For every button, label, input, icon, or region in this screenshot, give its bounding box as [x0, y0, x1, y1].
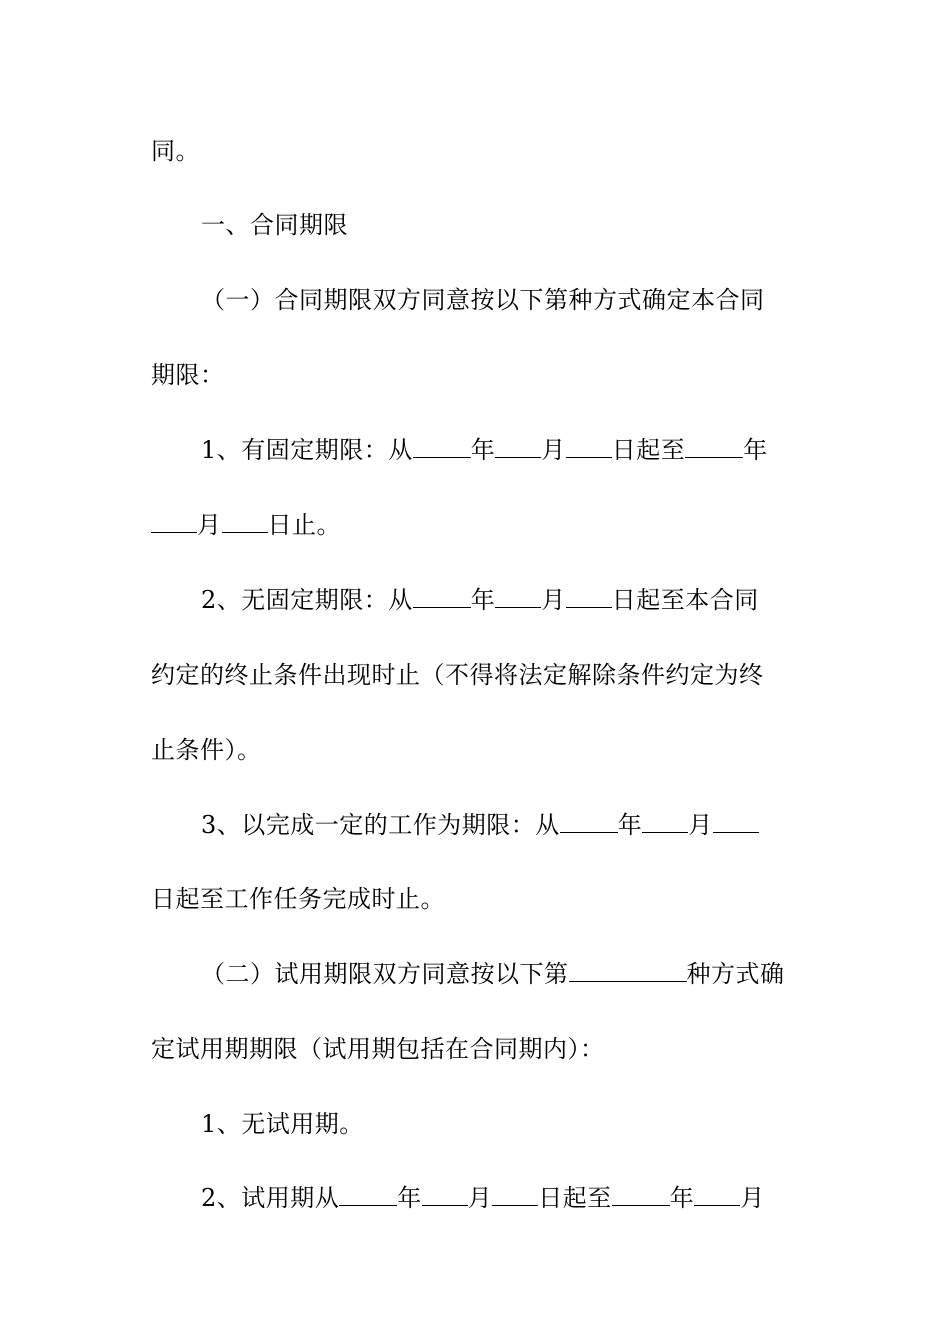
heading-text: 一、合同期限 — [201, 211, 348, 239]
line-text: 年 — [617, 811, 643, 839]
line-text: （二）试用期限双方同意按以下第 — [201, 960, 569, 988]
text-line-task-term — [201, 810, 759, 840]
line-text: 月 — [541, 586, 566, 614]
blank-field[interactable] — [492, 1183, 538, 1206]
text-line — [151, 360, 225, 390]
section-heading — [201, 210, 348, 240]
blank-field[interactable] — [339, 1183, 397, 1206]
line-text: 定试用期期限（试用期包括在合同期内）： — [151, 1035, 605, 1063]
blank-field[interactable] — [413, 585, 471, 608]
line-text: 月 — [197, 511, 222, 539]
blank-field[interactable] — [612, 1183, 670, 1206]
line-text: 1、有固定期限：从 — [201, 436, 413, 464]
blank-field[interactable] — [495, 435, 541, 458]
blank-field[interactable] — [566, 585, 612, 608]
text-line — [151, 660, 764, 690]
line-text: 约定的终止条件出现时止（不得将法定解除条件约定为终 — [151, 661, 764, 689]
text-line-open-term — [201, 585, 759, 615]
blank-field[interactable] — [495, 585, 541, 608]
line-text: 年 — [470, 436, 496, 464]
line-text: 年 — [470, 586, 496, 614]
line-text: 止条件）。 — [151, 736, 262, 764]
line-text: 2、无固定期限：从 — [201, 586, 413, 614]
line-text: 日起至工作任务完成时止。 — [151, 885, 445, 913]
blank-field[interactable] — [694, 1183, 740, 1206]
blank-field[interactable] — [569, 959, 687, 982]
blank-field[interactable] — [560, 810, 618, 833]
blank-field[interactable] — [222, 510, 268, 533]
line-text: 同。 — [151, 137, 200, 165]
blank-field[interactable] — [713, 810, 759, 833]
line-text: 月 — [541, 436, 566, 464]
line-text: 1、无试用期。 — [201, 1110, 364, 1138]
line-text: 日起至 — [611, 436, 686, 464]
blank-field[interactable] — [642, 810, 688, 833]
blank-field[interactable] — [566, 435, 612, 458]
text-line-probation-dates — [201, 1183, 765, 1213]
text-line — [151, 136, 200, 166]
text-line — [151, 510, 341, 540]
text-line-probation — [201, 959, 785, 989]
line-text: 月 — [740, 1184, 765, 1212]
line-text: 3、以完成一定的工作为期限：从 — [201, 811, 560, 839]
blank-field[interactable] — [413, 435, 471, 458]
line-text: 月 — [467, 1184, 493, 1212]
text-line — [151, 1034, 605, 1064]
blank-field[interactable] — [151, 510, 197, 533]
line-text: 年 — [669, 1184, 695, 1212]
text-line — [201, 285, 765, 315]
line-text: 2、试用期从 — [201, 1184, 340, 1212]
blank-field[interactable] — [685, 435, 743, 458]
line-text: 月 — [688, 811, 713, 839]
blank-field[interactable] — [422, 1183, 468, 1206]
text-line — [151, 884, 445, 914]
line-text: 年 — [397, 1184, 422, 1212]
line-text: 期限： — [151, 361, 225, 389]
line-text: 年 — [743, 436, 768, 464]
text-line-fixed-term — [201, 435, 768, 465]
line-text: 种方式确 — [686, 960, 785, 988]
line-text: 日止。 — [267, 511, 341, 539]
line-text: 日起至 — [538, 1184, 612, 1212]
text-line — [201, 1109, 364, 1139]
text-line — [151, 735, 262, 765]
line-text: 日起至本合同 — [611, 586, 759, 614]
line-text: （一）合同期限双方同意按以下第种方式确定本合同 — [201, 286, 765, 314]
